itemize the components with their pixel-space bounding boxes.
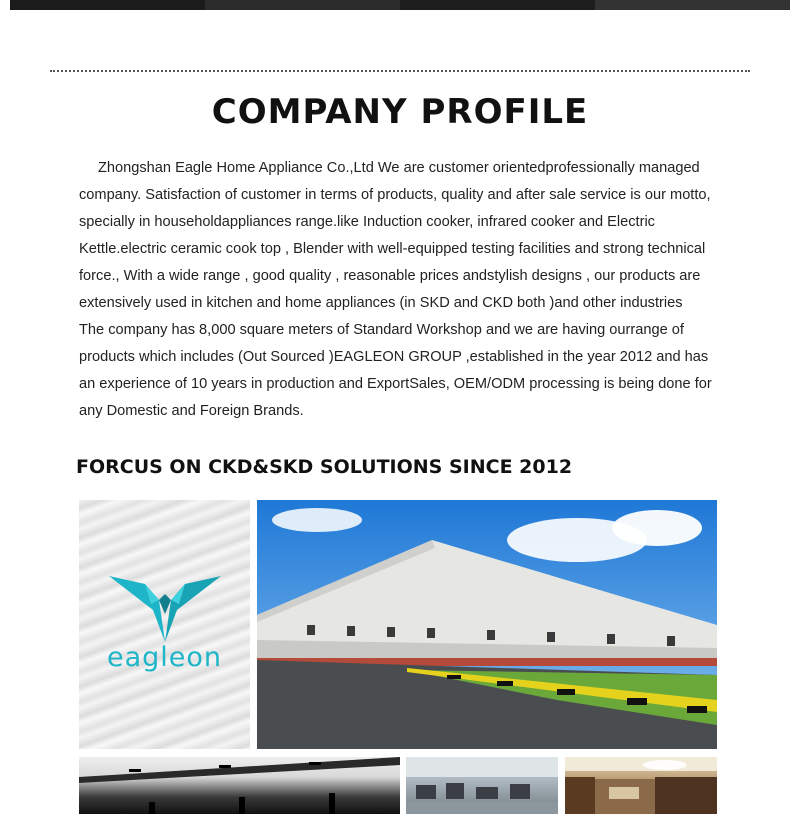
page-title: COMPANY PROFILE xyxy=(211,92,589,132)
factory-photo xyxy=(257,500,717,749)
brand-wordmark: eagleon xyxy=(106,642,223,673)
company-description xyxy=(79,155,724,425)
description-paragraph-2: The company has 8,000 square meters of Standard Workshop and we are having ourrange of products which includes (Out Sourced )EAGLEON GROUP ,established in the year 2012 and has an experience of 10 years in production and ExportSales, OEM/ODM processing is being done for any Domestic and Foreign Brands. xyxy=(79,322,712,419)
brand-logo-tile xyxy=(79,500,250,749)
office-photo-2 xyxy=(406,757,558,814)
top-image-strip xyxy=(10,0,790,10)
office-photo-3 xyxy=(565,757,717,814)
office-photo-1 xyxy=(79,757,400,814)
description-paragraph-1: Zhongshan Eagle Home Appliance Co.,Ltd We are customer orientedprofessionally managed company. Satisfaction of customer in terms of products, quality and after sale service is our motto, specially in householdappliances range.like Induction cooker, infrared cooker and Electric Kettle.electric ceramic cook top , Blender with well-equipped testing facilities and strong technical force., With a wide range , good quality , reasonable prices andstylish designs , our products are extensively used in kitchen and home appliances (in SKD and CKD both )and other industries xyxy=(79,160,711,311)
dotted-divider xyxy=(50,70,750,72)
eagle-logo-icon xyxy=(105,570,225,645)
section-subtitle: FORCUS ON CKD&SKD SOLUTIONS SINCE 2012 xyxy=(76,456,573,478)
